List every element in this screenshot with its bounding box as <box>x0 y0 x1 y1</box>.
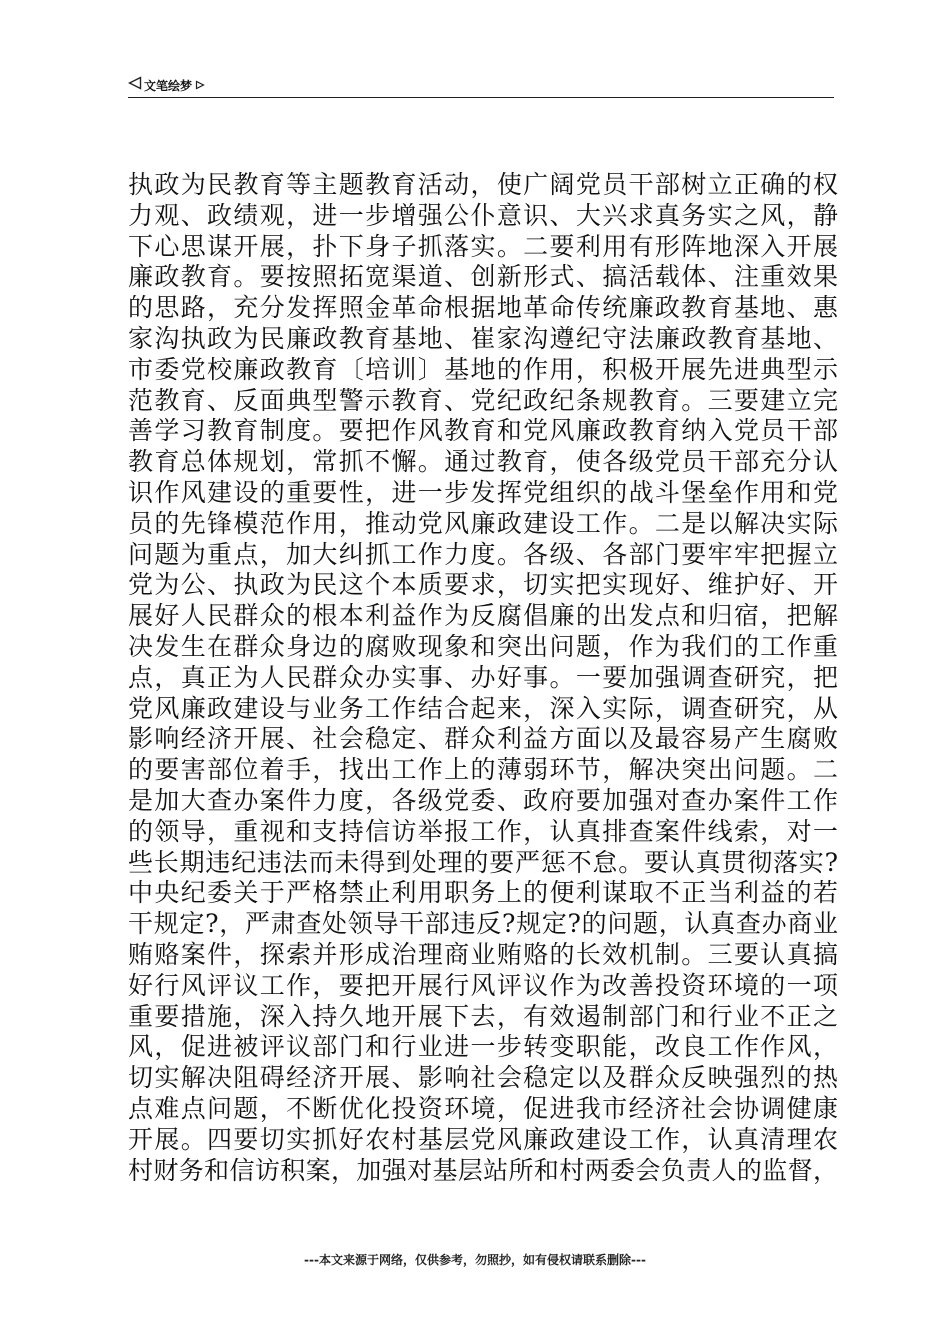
body-line: 识作风建设的重要性，进一步发挥党组织的战斗堡垒作用和党 <box>128 477 838 507</box>
body-line: 切实解决阻碍经济开展、影响社会稳定以及群众反映强烈的热 <box>128 1063 838 1093</box>
header-title: 文笔绘梦 <box>144 79 193 93</box>
body-line: 党风廉政建设与业务工作结合起来，深入实际，调查研究，从 <box>128 693 838 723</box>
body-line: 村财务和信访积案，加强对基层站所和村两委会负责人的监督， <box>128 1155 838 1185</box>
body-text <box>128 170 838 1186</box>
body-line: 家沟执政为民廉政教育基地、崔家沟遵纪守法廉政教育基地、 <box>128 323 838 353</box>
triangle-left-icon <box>128 75 142 94</box>
body-line: 中央纪委关于严格禁止利用职务上的便利谋取不正当利益的若 <box>128 878 838 908</box>
body-line: 党为公、执政为民这个本质要求，切实把实现好、维护好、开 <box>128 570 838 600</box>
body-line: 下心思谋开展，扑下身子抓落实。二要利用有形阵地深入开展 <box>128 231 838 261</box>
body-line: 贿赂案件，探索并形成治理商业贿赂的长效机制。三要认真搞 <box>128 939 838 969</box>
page-header <box>128 74 834 98</box>
body-line: 问题为重点，加大纠抓工作力度。各级、各部门要牢牢把握立 <box>128 539 838 569</box>
body-line: 的思路，充分发挥照金革命根据地革命传统廉政教育基地、惠 <box>128 293 838 323</box>
body-line: 的领导，重视和支持信访举报工作，认真排查案件线索，对一 <box>128 816 838 846</box>
body-line: 善学习教育制度。要把作风教育和党风廉政教育纳入党员干部 <box>128 416 838 446</box>
body-line: 的要害部位着手，找出工作上的薄弱环节，解决突出问题。二 <box>128 755 838 785</box>
body-line: 力观、政绩观，进一步增强公仆意识、大兴求真务实之风，静 <box>128 200 838 230</box>
body-line: 好行风评议工作，要把开展行风评议作为改善投资环境的一项 <box>128 970 838 1000</box>
body-line: 范教育、反面典型警示教育、党纪政纪条规教育。三要建立完 <box>128 385 838 415</box>
body-line: 干规定?，严肃查处领导干部违反?规定?的问题，认真查办商业 <box>128 909 838 939</box>
body-line: 点，真正为人民群众办实事、办好事。一要加强调查研究，把 <box>128 662 838 692</box>
page-footer: ---本文来源于网络，仅供参考，勿照抄，如有侵权请联系删除--- <box>304 1253 646 1267</box>
body-line: 点难点问题，不断优化投资环境，促进我市经济社会协调健康 <box>128 1093 838 1123</box>
body-line: 是加大查办案件力度，各级党委、政府要加强对查办案件工作 <box>128 785 838 815</box>
body-line: 员的先锋模范作用，推动党风廉政建设工作。二是以解决实际 <box>128 508 838 538</box>
body-line: 重要措施，深入持久地开展下去，有效遏制部门和行业不正之 <box>128 1001 838 1031</box>
body-line: 展好人民群众的根本利益作为反腐倡廉的出发点和归宿，把解 <box>128 601 838 631</box>
body-line: 开展。四要切实抓好农村基层党风廉政建设工作，认真清理农 <box>128 1124 838 1154</box>
body-line: 执政为民教育等主题教育活动，使广阔党员干部树立正确的权 <box>128 170 838 199</box>
body-line: 影响经济开展、社会稳定、群众利益方面以及最容易产生腐败 <box>128 724 838 754</box>
body-line: 些长期违纪违法而未得到处理的要严惩不怠。要认真贯彻落实? <box>128 847 838 877</box>
header-divider <box>128 97 834 98</box>
triangle-right-icon <box>195 75 205 94</box>
body-line: 教育总体规划，常抓不懈。通过教育，使各级党员干部充分认 <box>128 447 838 477</box>
body-line: 廉政教育。要按照拓宽渠道、创新形式、搞活载体、注重效果 <box>128 262 838 292</box>
body-line: 市委党校廉政教育〔培训〕基地的作用，积极开展先进典型示 <box>128 354 838 384</box>
body-line: 风，促进被评议部门和行业进一步转变职能，改良工作作风， <box>128 1032 838 1062</box>
body-line: 决发生在群众身边的腐败现象和突出问题，作为我们的工作重 <box>128 631 838 661</box>
